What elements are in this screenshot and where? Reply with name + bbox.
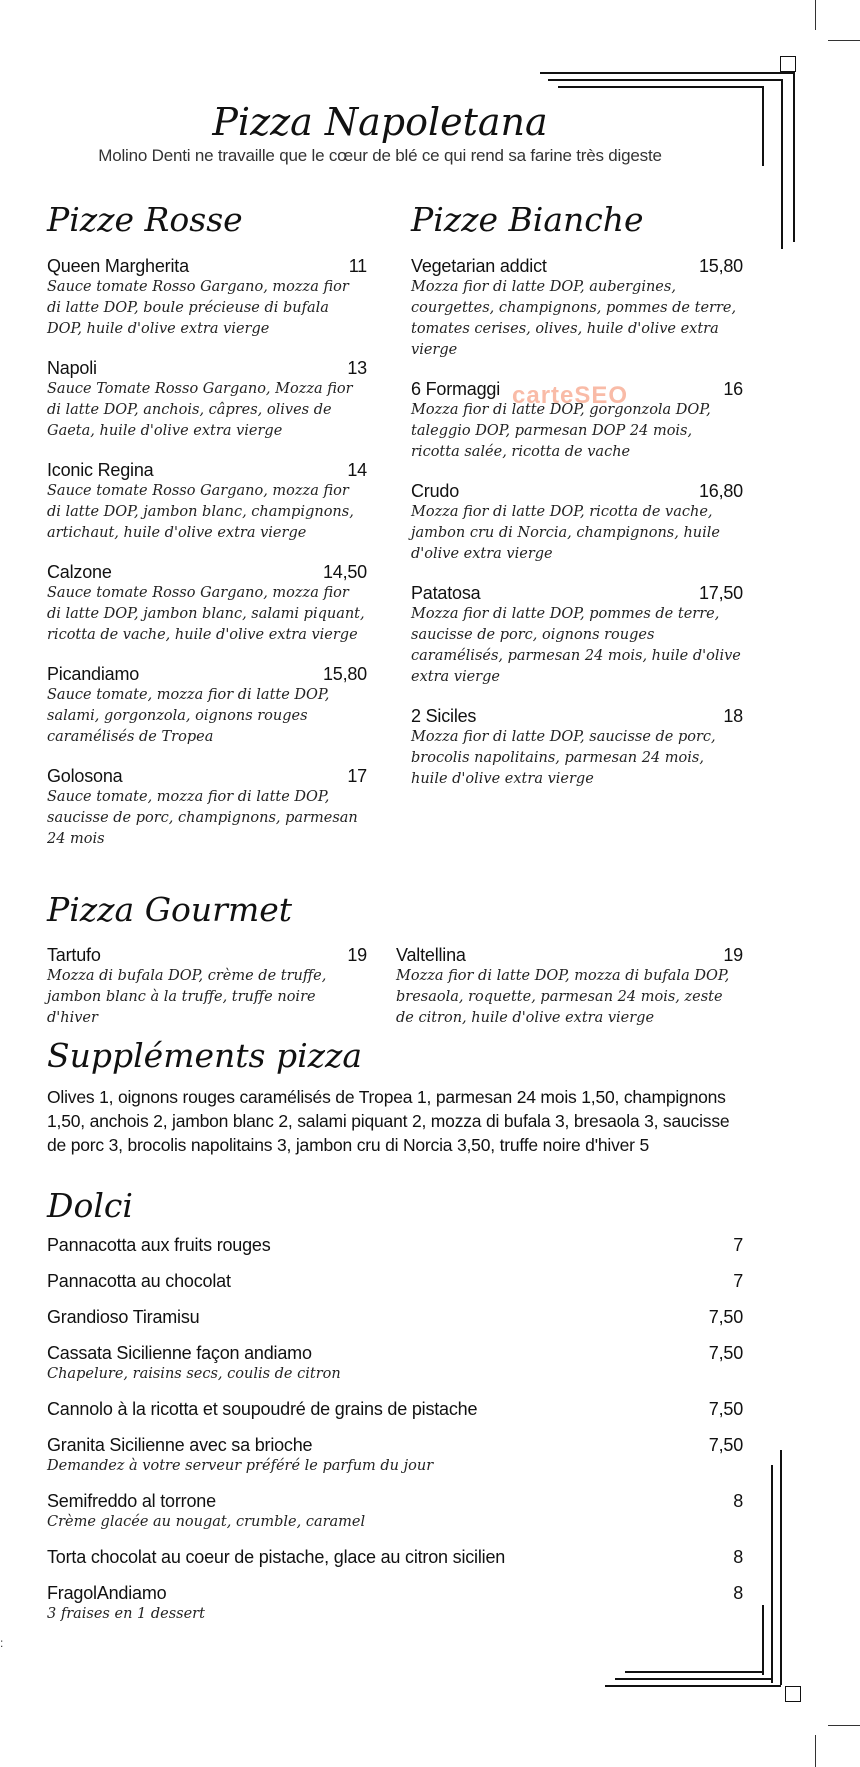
item-price: 8 <box>733 1491 743 1511</box>
section-title-pizze-bianche: Pizze Bianche <box>411 200 644 239</box>
item-description: Mozza fior di latte DOP, ricotta de vache, jambon cru di Norcia, champignons, huile d'olive extra vierge <box>411 504 721 562</box>
menu-item <box>411 255 743 361</box>
menu-item <box>47 561 367 646</box>
item-name: Queen Margherita <box>47 256 189 276</box>
dessert-item <box>47 1398 743 1420</box>
item-description: Sauce tomate, mozza fior di latte DOP, saucisse de porc, champignons, parmesan 24 mois <box>47 789 358 847</box>
item-name: Torta chocolat au coeur de pistache, glace au citron sicilien <box>47 1547 506 1567</box>
item-name: Pannacotta au chocolat <box>47 1271 231 1291</box>
item-price: 17 <box>347 766 367 786</box>
gourmet-item-left <box>47 944 367 1046</box>
item-price: 19 <box>723 945 743 965</box>
item-price: 7 <box>733 1271 743 1291</box>
item-name: Tartufo <box>47 945 101 965</box>
menu-item <box>411 480 743 565</box>
crop-mark-top-horizontal <box>828 40 860 41</box>
item-description: Mozza fior di latte DOP, aubergines, courgettes, champignons, pommes de terre, tomates cerises, olives, huile d'olive extra vierge <box>411 279 737 358</box>
item-name: Napoli <box>47 358 97 378</box>
item-price: 11 <box>348 256 367 276</box>
item-price: 13 <box>347 358 367 378</box>
item-name: Picandiamo <box>47 664 140 684</box>
edge-mark: : <box>0 1636 4 1650</box>
item-description: Mozza di bufala DOP, crème de truffe, jambon blanc à la truffe, truffe noire d'hiver <box>47 968 327 1026</box>
menu-item <box>411 378 743 463</box>
menu-item <box>47 255 367 340</box>
item-description: Mozza fior di latte DOP, pommes de terre, saucisse de porc, oignons rouges caramélisés, parmesan 24 mois, huile d'olive extra vierge <box>411 606 741 685</box>
item-name: 6 Formaggi <box>411 379 501 399</box>
dolci-list <box>47 1234 743 1638</box>
item-description: Sauce tomate Rosso Gargano, mozza fior di latte DOP, jambon blanc, champignons, artichaut, huile d'olive extra vierge <box>47 483 354 541</box>
pizze-bianche-list <box>411 255 743 807</box>
dessert-item <box>47 1490 743 1532</box>
item-name: Golosona <box>47 766 123 786</box>
item-name: Cassata Sicilienne façon andiamo <box>47 1343 312 1363</box>
item-description: Mozza fior di latte DOP, saucisse de porc, brocolis napolitains, parmesan 24 mois, huile d'olive extra vierge <box>411 729 716 787</box>
menu-header <box>0 100 760 166</box>
menu-item <box>47 459 367 544</box>
item-name: Crudo <box>411 481 460 501</box>
item-name: FragolAndiamo <box>47 1583 167 1603</box>
item-name: Vegetarian addict <box>411 256 547 276</box>
item-name: Patatosa <box>411 583 481 603</box>
menu-item <box>47 357 367 442</box>
item-name: Calzone <box>47 562 112 582</box>
item-description: Mozza fior di latte DOP, gorgonzola DOP, taleggio DOP, parmesan DOP 24 mois, ricotta salée, ricotta de vache <box>411 402 711 460</box>
item-price: 8 <box>733 1547 743 1567</box>
item-price: 7,50 <box>708 1307 743 1327</box>
item-name: Valtellina <box>396 945 466 965</box>
crop-mark-top-vertical <box>815 0 816 30</box>
item-price: 16 <box>723 379 743 399</box>
item-price: 14 <box>347 460 367 480</box>
item-price: 14,50 <box>322 562 367 582</box>
item-description: Chapelure, raisins secs, coulis de citron <box>47 1366 341 1382</box>
section-title-supplements: Suppléments pizza <box>47 1036 363 1075</box>
watermark-text: carteSEO <box>512 382 629 409</box>
item-price: 7,50 <box>708 1435 743 1455</box>
item-name: Grandioso Tiramisu <box>47 1307 200 1327</box>
item-name: 2 Siciles <box>411 706 477 726</box>
page-subtitle: Molino Denti ne travaille que le cœur de blé ce qui rend sa farine très digeste <box>98 146 662 165</box>
gourmet-item-right <box>396 944 743 1046</box>
item-name: Iconic Regina <box>47 460 154 480</box>
pizze-rosse-list <box>47 255 367 867</box>
item-price: 8 <box>733 1583 743 1603</box>
section-title-pizza-gourmet: Pizza Gourmet <box>47 890 293 929</box>
page-title: Pizza Napoletana <box>212 100 548 144</box>
menu-item <box>411 582 743 688</box>
item-description: Sauce Tomate Rosso Gargano, Mozza fior di latte DOP, anchois, câpres, olives de Gaeta, huile d'olive extra vierge <box>47 381 353 439</box>
item-price: 17,50 <box>698 583 743 603</box>
item-price: 15,80 <box>698 256 743 276</box>
item-description: Mozza fior di latte DOP, mozza di bufala DOP, bresaola, roquette, parmesan 24 mois, zeste de citron, huile d'olive extra vierge <box>396 968 730 1026</box>
menu-item <box>411 705 743 790</box>
crop-mark-bottom-horizontal <box>828 1725 860 1726</box>
item-name: Pannacotta aux fruits rouges <box>47 1235 271 1255</box>
item-name: Granita Sicilienne avec sa brioche <box>47 1435 313 1455</box>
item-name: Cannolo à la ricotta et soupoudré de grains de pistache <box>47 1399 478 1419</box>
item-description: Demandez à votre serveur préféré le parfum du jour <box>47 1458 434 1474</box>
supplements-text: Olives 1, oignons rouges caramélisés de Tropea 1, parmesan 24 mois 1,50, champignons 1,50, anchois 2, jambon blanc 2, salami piquant 2, mozza di bufala 3, bresaola 3, saucisse de porc 3, brocolis napolitains 3, jambon cru di Norcia 3,50, truffe noire d'hiver 5 <box>47 1087 730 1155</box>
crop-mark-bottom-vertical <box>815 1735 816 1767</box>
dessert-item <box>47 1434 743 1476</box>
item-description: Sauce tomate, mozza fior di latte DOP, salami, gorgonzola, oignons rouges caramélisés de Tropea <box>47 687 330 745</box>
item-description: Sauce tomate Rosso Gargano, mozza fior di latte DOP, jambon blanc, salami piquant, ricotta de vache, huile d'olive extra vierge <box>47 585 365 643</box>
item-name: Semifreddo al torrone <box>47 1491 216 1511</box>
dessert-item <box>47 1546 743 1568</box>
menu-item <box>47 663 367 748</box>
menu-item <box>47 765 367 850</box>
menu-item <box>396 944 743 1029</box>
item-price: 16,80 <box>698 481 743 501</box>
dessert-item <box>47 1306 743 1328</box>
item-price: 15,80 <box>322 664 367 684</box>
dessert-item <box>47 1342 743 1384</box>
item-description: 3 fraises en 1 dessert <box>47 1606 205 1622</box>
item-description: Sauce tomate Rosso Gargano, mozza fior di latte DOP, boule précieuse di bufala DOP, huile d'olive extra vierge <box>47 279 349 337</box>
dessert-item <box>47 1270 743 1292</box>
item-price: 7 <box>733 1235 743 1255</box>
section-title-pizze-rosse: Pizze Rosse <box>47 200 243 239</box>
item-price: 18 <box>723 706 743 726</box>
item-price: 19 <box>347 945 367 965</box>
dessert-item <box>47 1582 743 1624</box>
item-price: 7,50 <box>708 1399 743 1419</box>
dessert-item <box>47 1234 743 1256</box>
menu-item <box>47 944 367 1029</box>
item-description: Crème glacée au nougat, crumble, caramel <box>47 1514 366 1530</box>
item-price: 7,50 <box>708 1343 743 1363</box>
section-title-dolci: Dolci <box>47 1186 133 1225</box>
